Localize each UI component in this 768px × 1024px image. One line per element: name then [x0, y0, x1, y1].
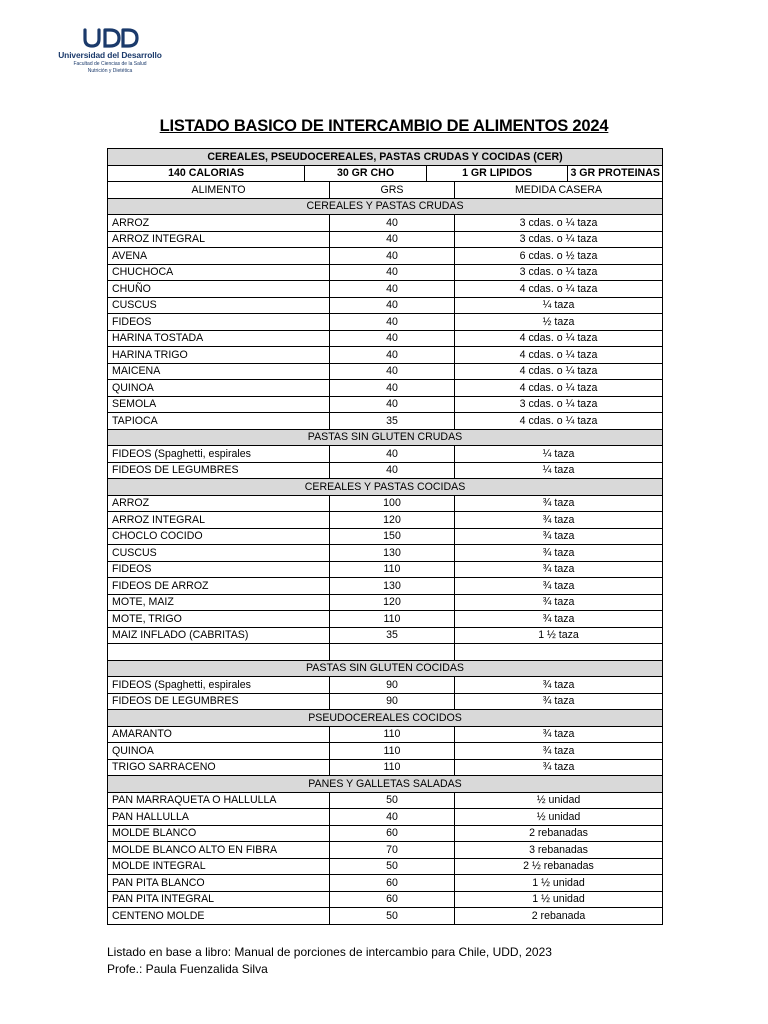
- food-grams: 130: [330, 578, 455, 595]
- food-name: MOLDE BLANCO: [108, 825, 330, 842]
- food-household-measure: 6 cdas. o ½ taza: [455, 248, 663, 265]
- column-header: GRS: [330, 182, 455, 199]
- food-row: [108, 677, 663, 694]
- food-grams: 150: [330, 528, 455, 545]
- food-name: MAIZ INFLADO (CABRITAS): [108, 627, 330, 644]
- food-household-measure: 2 ½ rebanadas: [455, 858, 663, 875]
- food-household-measure: ¾ taza: [455, 545, 663, 562]
- food-row: [108, 396, 663, 413]
- food-row: [108, 594, 663, 611]
- food-name: CUSCUS: [108, 545, 330, 562]
- food-grams: 35: [330, 413, 455, 430]
- section-header-row: [108, 660, 663, 677]
- parameter-cell: 140 CALORIAS: [108, 166, 305, 182]
- food-row: [108, 809, 663, 826]
- food-name: PAN MARRAQUETA O HALLULLA: [108, 792, 330, 809]
- food-name: FIDEOS DE LEGUMBRES: [108, 693, 330, 710]
- food-household-measure: ½ unidad: [455, 809, 663, 826]
- food-grams: 40: [330, 215, 455, 232]
- food-name: CENTENO MOLDE: [108, 908, 330, 925]
- food-household-measure: 1 ½ unidad: [455, 875, 663, 892]
- food-grams: 40: [330, 380, 455, 397]
- food-name: TRIGO SARRACENO: [108, 759, 330, 776]
- food-household-measure: ¾ taza: [455, 726, 663, 743]
- section-title: PASTAS SIN GLUTEN COCIDAS: [108, 660, 663, 677]
- food-row: [108, 446, 663, 463]
- document-title: LISTADO BASICO DE INTERCAMBIO DE ALIMENTOS 2024: [159, 117, 609, 135]
- food-household-measure: ¾ taza: [455, 677, 663, 694]
- section-header-row: [108, 776, 663, 793]
- food-household-measure: 3 rebanadas: [455, 842, 663, 859]
- food-grams: 120: [330, 594, 455, 611]
- food-name: FIDEOS DE ARROZ: [108, 578, 330, 595]
- food-row: [108, 627, 663, 644]
- food-row: [108, 281, 663, 298]
- food-grams: 90: [330, 677, 455, 694]
- food-row: [108, 512, 663, 529]
- exchange-table-body: [108, 149, 663, 925]
- food-name: ARROZ: [108, 495, 330, 512]
- food-household-measure: ¾ taza: [455, 611, 663, 628]
- food-grams: 50: [330, 908, 455, 925]
- food-row: [108, 891, 663, 908]
- food-row: [108, 297, 663, 314]
- food-grams: 110: [330, 743, 455, 760]
- food-name: QUINOA: [108, 380, 330, 397]
- food-grams: 110: [330, 759, 455, 776]
- food-row: [108, 231, 663, 248]
- food-household-measure: ¾ taza: [455, 495, 663, 512]
- food-grams: 40: [330, 297, 455, 314]
- food-grams: 40: [330, 347, 455, 364]
- section-title: PASTAS SIN GLUTEN CRUDAS: [108, 429, 663, 446]
- food-name: CHUCHOCA: [108, 264, 330, 281]
- food-name: SEMOLA: [108, 396, 330, 413]
- footer-source: Listado en base a libro: Manual de porciones de intercambio para Chile, UDD, 2023: [107, 945, 552, 959]
- food-grams: 40: [330, 281, 455, 298]
- food-household-measure: ¼ taza: [455, 462, 663, 479]
- food-grams: 110: [330, 611, 455, 628]
- food-row: [108, 743, 663, 760]
- food-name: ARROZ INTEGRAL: [108, 231, 330, 248]
- food-row: [108, 330, 663, 347]
- food-household-measure: ¾ taza: [455, 528, 663, 545]
- food-grams: 40: [330, 231, 455, 248]
- food-household-measure: 3 cdas. o ¼ taza: [455, 264, 663, 281]
- food-household-measure: ¼ taza: [455, 446, 663, 463]
- food-row: [108, 413, 663, 430]
- food-grams: 40: [330, 264, 455, 281]
- food-household-measure: 4 cdas. o ¼ taza: [455, 330, 663, 347]
- food-grams: 120: [330, 512, 455, 529]
- food-grams: 50: [330, 792, 455, 809]
- food-row: [108, 495, 663, 512]
- food-name: CUSCUS: [108, 297, 330, 314]
- food-name: QUINOA: [108, 743, 330, 760]
- food-name: FIDEOS: [108, 314, 330, 331]
- food-household-measure: 2 rebanadas: [455, 825, 663, 842]
- food-name: PAN PITA BLANCO: [108, 875, 330, 892]
- section-title: CEREALES Y PASTAS COCIDAS: [108, 479, 663, 496]
- footer-author: Profe.: Paula Fuenzalida Silva: [107, 962, 268, 976]
- section-title: PSEUDOCEREALES COCIDOS: [108, 710, 663, 727]
- food-name: AMARANTO: [108, 726, 330, 743]
- parameter-cell: 1 GR LIPIDOS: [426, 166, 568, 182]
- food-household-measure: ¼ taza: [455, 297, 663, 314]
- food-row: [108, 908, 663, 925]
- group-title: CEREALES, PSEUDOCEREALES, PASTAS CRUDAS Y COCIDAS (CER): [108, 149, 663, 166]
- food-household-measure: 4 cdas. o ¼ taza: [455, 363, 663, 380]
- food-name: MAICENA: [108, 363, 330, 380]
- food-household-measure: 2 rebanada: [455, 908, 663, 925]
- food-grams: 40: [330, 363, 455, 380]
- food-row: [108, 578, 663, 595]
- parameter-cell: 30 GR CHO: [305, 166, 427, 182]
- parameters-row: [108, 165, 663, 182]
- food-household-measure: 1 ½ unidad: [455, 891, 663, 908]
- food-row: [108, 726, 663, 743]
- food-grams: 40: [330, 809, 455, 826]
- food-row: [108, 611, 663, 628]
- food-household-measure: ¾ taza: [455, 578, 663, 595]
- food-name: HARINA TOSTADA: [108, 330, 330, 347]
- food-household-measure: ½ taza: [455, 314, 663, 331]
- food-name: AVENA: [108, 248, 330, 265]
- food-name: MOLDE BLANCO ALTO EN FIBRA: [108, 842, 330, 859]
- food-grams: 40: [330, 396, 455, 413]
- food-household-measure: [455, 644, 663, 661]
- food-row: [108, 264, 663, 281]
- food-name: CHOCLO COCIDO: [108, 528, 330, 545]
- group-title-row: [108, 149, 663, 166]
- food-row: [108, 380, 663, 397]
- food-row: [108, 825, 663, 842]
- logo-faculty: Facultad de Ciencias de la Salud: [73, 61, 147, 67]
- food-household-measure: 3 cdas. o ¼ taza: [455, 231, 663, 248]
- food-household-measure: ¾ taza: [455, 743, 663, 760]
- parameter-cell: 3 GR PROTEINAS: [570, 167, 660, 180]
- food-row: [108, 875, 663, 892]
- parameters-table: [108, 166, 662, 182]
- food-row: [108, 759, 663, 776]
- food-household-measure: ¾ taza: [455, 594, 663, 611]
- food-name: FIDEOS (Spaghetti, espirales: [108, 677, 330, 694]
- food-grams: 60: [330, 891, 455, 908]
- udd-wordmark-icon: [52, 26, 168, 52]
- food-grams: 130: [330, 545, 455, 562]
- food-grams: 110: [330, 561, 455, 578]
- section-title: CEREALES Y PASTAS CRUDAS: [108, 198, 663, 215]
- section-header-row: [108, 479, 663, 496]
- food-household-measure: ½ unidad: [455, 792, 663, 809]
- food-grams: 90: [330, 693, 455, 710]
- section-header-row: [108, 429, 663, 446]
- food-name: PAN HALLULLA: [108, 809, 330, 826]
- section-header-row: [108, 198, 663, 215]
- food-row: [108, 644, 663, 661]
- food-name: MOLDE INTEGRAL: [108, 858, 330, 875]
- food-household-measure: 3 cdas. o ¼ taza: [455, 215, 663, 232]
- food-row: [108, 347, 663, 364]
- section-title: PANES Y GALLETAS SALADAS: [108, 776, 663, 793]
- food-name: FIDEOS: [108, 561, 330, 578]
- food-name: CHUÑO: [108, 281, 330, 298]
- food-household-measure: ¾ taza: [455, 693, 663, 710]
- food-row: [108, 858, 663, 875]
- food-row: [108, 528, 663, 545]
- food-name: MOTE, TRIGO: [108, 611, 330, 628]
- food-row: [108, 363, 663, 380]
- parameters-inner-row: [108, 166, 662, 182]
- food-grams: 40: [330, 314, 455, 331]
- food-name: ARROZ INTEGRAL: [108, 512, 330, 529]
- food-household-measure: 4 cdas. o ¼ taza: [455, 281, 663, 298]
- food-household-measure: 4 cdas. o ¼ taza: [455, 413, 663, 430]
- food-name: [108, 644, 330, 661]
- food-household-measure: 4 cdas. o ¼ taza: [455, 380, 663, 397]
- food-household-measure: ¾ taza: [455, 759, 663, 776]
- food-grams: 70: [330, 842, 455, 859]
- food-name: FIDEOS DE LEGUMBRES: [108, 462, 330, 479]
- food-row: [108, 545, 663, 562]
- food-grams: 60: [330, 875, 455, 892]
- food-household-measure: 4 cdas. o ¼ taza: [455, 347, 663, 364]
- food-grams: 35: [330, 627, 455, 644]
- column-header: ALIMENTO: [108, 182, 330, 199]
- logo-university-name: Universidad del Desarrollo: [58, 50, 162, 60]
- exchange-table: [107, 148, 663, 925]
- food-row: [108, 792, 663, 809]
- food-grams: 60: [330, 825, 455, 842]
- food-row: [108, 248, 663, 265]
- parameters-cell: [108, 165, 663, 182]
- food-row: [108, 693, 663, 710]
- food-name: ARROZ: [108, 215, 330, 232]
- section-header-row: [108, 710, 663, 727]
- food-name: TAPIOCA: [108, 413, 330, 430]
- food-name: FIDEOS (Spaghetti, espirales: [108, 446, 330, 463]
- logo-school: Nutrición y Dietética: [87, 68, 133, 74]
- food-grams: 100: [330, 495, 455, 512]
- food-household-measure: 1 ½ taza: [455, 627, 663, 644]
- food-name: MOTE, MAIZ: [108, 594, 330, 611]
- food-name: PAN PITA INTEGRAL: [108, 891, 330, 908]
- column-header-row: [108, 182, 663, 199]
- footer: [107, 944, 552, 978]
- food-row: [108, 462, 663, 479]
- food-row: [108, 215, 663, 232]
- food-household-measure: 3 cdas. o ¼ taza: [455, 396, 663, 413]
- food-row: [108, 842, 663, 859]
- food-grams: 50: [330, 858, 455, 875]
- food-household-measure: ¾ taza: [455, 512, 663, 529]
- food-grams: 40: [330, 330, 455, 347]
- food-grams: 110: [330, 726, 455, 743]
- food-grams: [330, 644, 455, 661]
- column-header: MEDIDA CASERA: [455, 182, 663, 199]
- food-row: [108, 561, 663, 578]
- food-grams: 40: [330, 248, 455, 265]
- food-grams: 40: [330, 446, 455, 463]
- university-logo: [52, 26, 168, 82]
- food-name: HARINA TRIGO: [108, 347, 330, 364]
- food-grams: 40: [330, 462, 455, 479]
- food-household-measure: ¾ taza: [455, 561, 663, 578]
- food-row: [108, 314, 663, 331]
